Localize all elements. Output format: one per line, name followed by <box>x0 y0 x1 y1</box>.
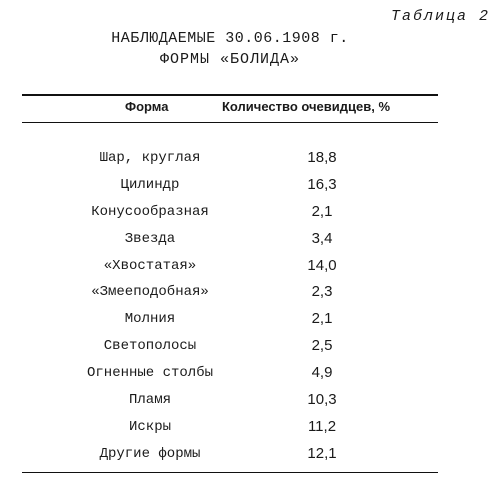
table-title-line-2: ФОРМЫ «БОЛИДА» <box>159 51 301 68</box>
row-value: 12,1 <box>307 444 337 462</box>
table-row <box>0 279 500 306</box>
table-row <box>0 414 500 441</box>
table-row <box>0 253 500 280</box>
table-row <box>0 306 500 333</box>
row-form: Огненные столбы <box>86 365 214 382</box>
table-body <box>0 145 500 468</box>
row-value: 2,5 <box>311 337 333 355</box>
table-title-line-1: НАБЛЮДАЕМЫЕ 30.06.1908 г. <box>111 30 349 47</box>
table-row <box>0 360 500 387</box>
row-value: 2,1 <box>311 202 333 220</box>
table-row <box>0 441 500 468</box>
row-form: Другие формы <box>99 445 201 462</box>
row-form: Искры <box>128 418 171 435</box>
row-value: 10,3 <box>307 391 337 409</box>
table-row <box>0 199 500 226</box>
row-value: 18,8 <box>307 149 337 166</box>
table-row <box>0 172 500 199</box>
header-rule <box>22 122 438 123</box>
row-value: 14,0 <box>307 256 337 274</box>
row-form: Конусообразная <box>91 203 209 220</box>
row-form: «Хвостатая» <box>103 257 197 274</box>
top-rule-thick <box>22 94 438 96</box>
table-row <box>0 333 500 360</box>
header-form: Форма <box>125 99 169 114</box>
row-form: Светополосы <box>103 338 197 355</box>
row-value: 11,2 <box>307 417 337 435</box>
row-form: Молния <box>124 311 176 328</box>
row-form: Цилиндр <box>120 176 180 193</box>
table-row <box>0 387 500 414</box>
row-value: 3,4 <box>311 229 333 247</box>
table-label: Таблица 2 <box>390 8 490 25</box>
row-value: 4,9 <box>311 364 333 382</box>
row-form: «Змееподобная» <box>91 284 209 301</box>
row-form: Звезда <box>124 230 176 247</box>
bottom-rule <box>22 472 438 473</box>
table-row <box>0 226 500 253</box>
row-value: 16,3 <box>307 175 337 193</box>
table-row <box>0 145 500 172</box>
row-value: 2,1 <box>311 310 333 328</box>
row-form: Шар, круглая <box>99 150 201 166</box>
row-value: 2,3 <box>311 283 333 301</box>
header-count: Количество очевидцев, % <box>222 99 391 114</box>
row-form: Пламя <box>128 392 171 409</box>
